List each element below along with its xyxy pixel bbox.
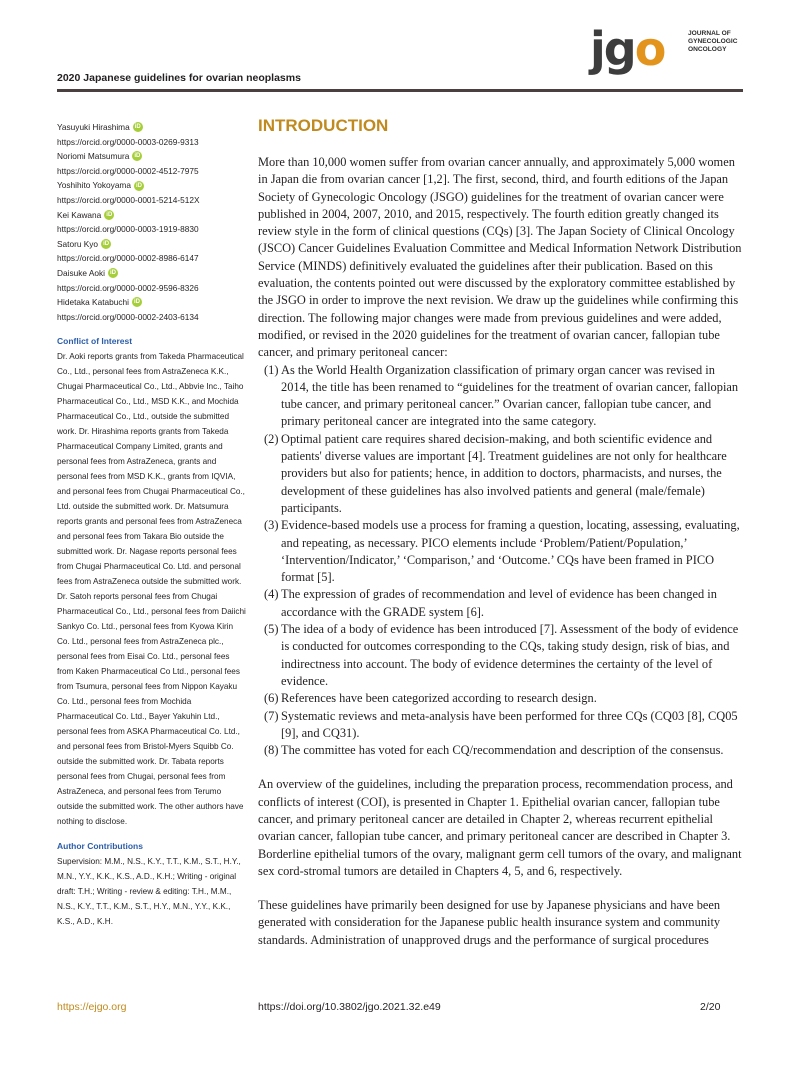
author-row: [57, 295, 247, 310]
orcid-icon[interactable]: iD: [106, 211, 113, 218]
item-number: (7): [264, 708, 279, 723]
orcid-link[interactable]: https://orcid.org/0000-0003-1919-8830: [57, 224, 199, 235]
orcid-icon[interactable]: iD: [133, 299, 140, 306]
intro-paragraph: More than 10,000 women suffer from ovarian cancer annually, and approximately 5,000 women in Japan die from ovarian cancer [1,2]. The first, second, third, and fourth editions of the Japan Society of Gynecologic Oncology (JSGO) guidelines for the treatment of ovarian cancer were published in 2004, 2007, 2010, and 2015, respectively. The fourth edition greatly changed its review style in the form of clinical questions (CQs) [3]. The Japan Society of Clinical Oncology (JSCO) Cancer Guidelines Evaluation Committee and Medical Information Network Distribution Service (MINDS) definitively evaluated the guidelines after their publication. Based on this evaluation, the contents pointed out were discussed by the exploratory committee established by the JSGO in order to improve the next revision. We draw up the guidelines while confirming this direction. The following major changes were made from previous guidelines and were added, modified, or revised in the 2020 guidelines for the treatment of ovarian cancer, fallopian tube cancer, and primary peritoneal cancer:: [258, 155, 742, 360]
contributions-text: Supervision: M.M., N.S., K.Y., T.T., K.M., S.T., H.Y., M.N., Y.Y., K.K., K.S., A.D., K.H.; Writing - original draft: T.H.; Writing - review & editing: T.H., M.M., N.S., K.Y., T.T., K.M., S.T., H.Y., M.N., Y.Y., K.K., K.S., A.D., K.H.: [57, 856, 241, 926]
item-text: Evidence-based models use a process for framing a question, locating, assessing, evaluating, and repeating, as necessary. PICO elements include ‘Problem/Patient/Population,’ ‘Intervention/Indicator,’ ‘Comparison,’ and ‘Outcome.’ CQs have been framed in PICO format [5].: [281, 518, 740, 585]
author-name: Noriomi Matsumura: [57, 151, 130, 162]
running-title: 2020 Japanese guidelines for ovarian neoplasms: [57, 72, 301, 84]
author-row: [57, 178, 247, 193]
logo-mark: jgo: [590, 22, 665, 76]
author-row: [57, 149, 247, 164]
author-name: Hidetaka Katabuchi: [57, 297, 129, 308]
orcid-link[interactable]: https://orcid.org/0000-0002-4512-7975: [57, 165, 199, 176]
item-number: (1): [264, 362, 279, 377]
author-name: Satoru Kyo: [57, 238, 99, 249]
orcid-icon[interactable]: iD: [109, 270, 116, 277]
orcid-icon[interactable]: iD: [134, 153, 141, 160]
header-divider: [57, 89, 743, 92]
item-number: (3): [264, 518, 279, 533]
section-title: INTRODUCTION: [258, 116, 389, 135]
item-number: (5): [264, 622, 279, 637]
orcid-link[interactable]: https://orcid.org/0000-0001-5214-512X: [57, 194, 200, 205]
doi-link[interactable]: https://doi.org/10.3802/jgo.2021.32.e49: [258, 1001, 441, 1013]
list-item: [258, 586, 744, 621]
list-item: [258, 742, 744, 759]
author-name: Kei Kawana: [57, 209, 102, 220]
overview-paragraph: An overview of the guidelines, including the preparation process, recommendation process, and conflicts of interest (COI), is presented in Chapter 1. Epithelial ovarian cancer, fallopian tube cancer, and primary peritoneal cancer are detailed in Chapter 2, whereas recurrent epithelial ovarian cancer, fallopian tube cancer, and primary peritoneal cancer are described in Chapter 3. Borderline epithelial tumors of the ovary, malignant germ cell tumors of the ovary, and malignant sex cord-stromal tumors are detailed in Chapters 4, 5, and 6, respectively.: [258, 777, 742, 878]
list-item: [258, 362, 744, 431]
logo-line-2: GYNECOLOGIC: [688, 38, 738, 46]
page-number: 2/20: [700, 1001, 721, 1013]
list-item: [258, 708, 744, 743]
orcid-icon[interactable]: iD: [135, 182, 142, 189]
orcid-link[interactable]: https://orcid.org/0000-0002-2403-6134: [57, 311, 199, 322]
logo-line-1: JOURNAL OF: [688, 30, 731, 37]
item-number: (4): [264, 587, 279, 602]
journal-logo[interactable]: [590, 22, 750, 76]
changes-list: [258, 362, 744, 760]
author-row: [57, 237, 247, 252]
logo-line-3: ONCOLOGY: [688, 46, 727, 54]
logo-text: [688, 30, 737, 55]
orcid-link[interactable]: https://orcid.org/0000-0003-0269-9313: [57, 136, 199, 147]
orcid-link[interactable]: https://orcid.org/0000-0002-9596-8326: [57, 282, 199, 293]
item-text: The committee has voted for each CQ/recommendation and description of the consensus.: [281, 743, 724, 758]
orcid-icon[interactable]: iD: [103, 241, 110, 248]
item-text: Systematic reviews and meta-analysis have been performed for three CQs (CQ03 [8], CQ05 [9], and CQ31).: [281, 708, 738, 740]
coi-heading: Conflict of Interest: [57, 336, 133, 347]
list-item: [258, 431, 744, 517]
item-number: (2): [264, 431, 279, 446]
item-text: As the World Health Organization classification of primary organ cancer was revised in 2014, the title has been renamed to “guidelines for the treatment of ovarian cancer, fallopian tube cancer, and primary peritoneal cancer.” Ovarian cancer, fallopian tube cancer, and primary peritoneal cancer are integrated into the same category.: [281, 362, 739, 429]
list-item: [258, 690, 744, 707]
author-list: [57, 120, 247, 324]
list-item: [258, 517, 744, 586]
main-content: [258, 112, 744, 949]
item-text: References have been categorized according to research design.: [281, 691, 597, 706]
author-row: [57, 120, 247, 135]
contributions-heading: Author Contributions: [57, 840, 143, 851]
coi-text: Dr. Aoki reports grants from Takeda Pharmaceutical Co., Ltd., personal fees from AstraZeneca K.K., Chugai Pharmaceutical Co., Ltd., Abbvie Inc., Taiho Pharmaceutical Co., Ltd., MSD K.K., and Mochida Pharmaceutical Co., Ltd., outside the submitted work. Dr. Hirashima reports grants from Takeda Pharmaceutical Company Limited, grants and personal fees from AstraZeneca, grants and personal fees from MSD K.K., grants from IQVIA, and personal fees from Chugai Pharmaceutical Co., Ltd. outside the submitted work. Dr. Matsumura reports grants and personal fees from AstraZeneca and personal fees from Takara Bio outside the submitted work. Dr. Nagase reports personal fees from Chugai Pharmaceutical Co. Ltd. and personal fees from AstraZeneca outside the submitted work. Dr. Satoh reports personal fees from Chugai Pharmaceutical Co., Ltd., personal fees from Daiichi Sankyo Co. Ltd., personal fees from Kyowa Kirin Co. Ltd., personal fees from AstraZeneca plc., personal fees from Eisai Co. Ltd., personal fees from Kaken Pharmaceutical Co Ltd., personal fees from Tsumura, personal fees from Nippon Kayaku Co. Ltd., personal fees from Mochida Pharmaceutical Co. Ltd., Bayer Yakuhin Ltd., personal fees from ASKA Pharmaceutical Co. Ltd., and personal fees from Bristol-Myers Squibb Co. outside the submitted work. Dr. Tabata reports personal fees from Chugai, personal fees from AstraZeneca, and personal fees from Terumo outside the submitted work. The other authors have nothing to disclose.: [57, 351, 246, 826]
orcid-icon[interactable]: iD: [134, 124, 141, 131]
item-number: (6): [264, 691, 279, 706]
author-row: [57, 266, 247, 281]
sidebar: [57, 120, 247, 929]
list-item: [258, 621, 744, 690]
journal-url[interactable]: https://ejgo.org: [57, 1001, 127, 1013]
item-text: Optimal patient care requires shared decision-making, and both scientific evidence and patients' diverse values are important [4]. Treatment guidelines are not only for healthcare providers but also for patients; hence, in addition to doctors, pharmacists, and nurses, the development of these guidelines has also involved patients and general (male/female) participants.: [281, 431, 727, 515]
closing-paragraph: These guidelines have primarily been designed for use by Japanese physicians and have been generated with consideration for the Japanese public health insurance system and community standards. Administration of unapproved drugs and the performance of surgical procedures: [258, 898, 721, 947]
orcid-link[interactable]: https://orcid.org/0000-0002-8986-6147: [57, 253, 199, 264]
author-name: Yasuyuki Hirashima: [57, 122, 130, 132]
author-name: Yoshihito Yokoyama: [57, 180, 131, 191]
author-name: Daisuke Aoki: [57, 267, 105, 278]
item-number: (8): [264, 743, 279, 758]
item-text: The expression of grades of recommendation and level of evidence has been changed in accordance with the GRADE system [6].: [281, 587, 717, 619]
author-row: [57, 208, 247, 223]
item-text: The idea of a body of evidence has been introduced [7]. Assessment of the body of evidence is conducted for outcomes corresponding to the CQs, taking study design, risk of bias, and indirectness into account. The body of evidence determines the certainty of the level of evidence.: [281, 622, 739, 688]
